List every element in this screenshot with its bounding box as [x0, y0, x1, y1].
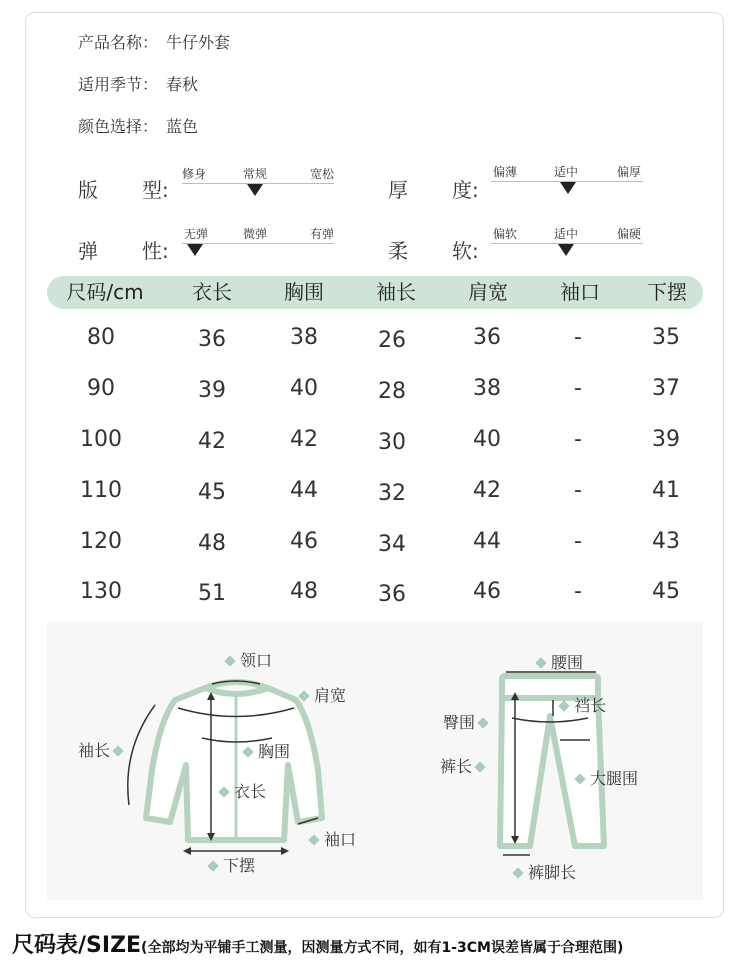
label-text: 下摆 [223, 856, 256, 875]
label-text: 大腿围 [590, 769, 639, 788]
table-cell: 42 [290, 427, 318, 452]
scale-option: 偏软 [492, 227, 518, 241]
info-value: 蓝色 [166, 117, 199, 136]
scale-option: 微弹 [242, 227, 268, 241]
table-cell: 39 [652, 427, 680, 452]
table-cell: 40 [473, 427, 501, 452]
label-leg-opening [510, 860, 576, 883]
scale-option: 偏厚 [616, 165, 642, 179]
column-header: 胸围 [284, 280, 324, 304]
diamond-icon [558, 700, 569, 711]
column-header: 袖长 [376, 280, 416, 304]
label-text: 肩宽 [314, 686, 347, 705]
table-cell: 32 [378, 481, 406, 506]
table-cell: 90 [87, 376, 115, 401]
label-thigh [572, 766, 638, 789]
table-cell: - [574, 427, 582, 452]
diamond-icon [218, 786, 229, 797]
table-cell: 37 [652, 376, 680, 401]
table-cell: 45 [652, 579, 680, 604]
diamond-icon [112, 745, 123, 756]
label-rise [556, 693, 606, 716]
table-cell: 45 [198, 480, 226, 505]
table-cell: - [574, 376, 582, 401]
table-cell: - [574, 579, 582, 604]
label-waist [533, 650, 583, 673]
table-cell: 35 [652, 325, 680, 350]
scale-option: 适中 [553, 227, 579, 241]
label-chest [240, 739, 290, 762]
table-cell: 38 [290, 325, 318, 350]
label-shoulder [296, 683, 346, 706]
elasticity-label-b: 性: [142, 239, 169, 263]
table-cell: 40 [290, 376, 318, 401]
table-cell: 30 [378, 430, 406, 455]
table-cell: 41 [652, 478, 680, 503]
table-cell: 36 [198, 327, 226, 352]
label-text: 臀围 [443, 713, 476, 732]
table-cell: 44 [473, 529, 501, 554]
table-cell: 46 [473, 579, 501, 604]
info-key: 适用季节： [78, 75, 159, 94]
scale-option: 修身 [181, 167, 207, 181]
table-cell: 28 [378, 379, 406, 404]
table-cell: 120 [80, 529, 122, 554]
diamond-icon [298, 690, 309, 701]
label-length [216, 779, 266, 802]
scale-option: 有弹 [309, 227, 335, 241]
diamond-icon [512, 867, 523, 878]
fit-label-a: 版 [78, 178, 98, 202]
table-cell: 46 [290, 529, 318, 554]
table-cell: 51 [198, 581, 226, 606]
scale-option: 宽松 [309, 167, 335, 181]
column-header: 下摆 [647, 280, 687, 304]
label-text: 衣长 [234, 782, 267, 801]
label-text: 胸围 [258, 742, 291, 761]
label-hem [205, 853, 255, 876]
table-cell: 48 [198, 531, 226, 556]
table-cell: 48 [290, 579, 318, 604]
diamond-icon [308, 834, 319, 845]
table-cell: 43 [652, 529, 680, 554]
table-cell: - [574, 325, 582, 350]
table-cell: 39 [198, 378, 226, 403]
label-collar [222, 648, 272, 671]
scale-option: 适中 [553, 165, 579, 179]
table-cell: 34 [378, 532, 406, 557]
label-text: 腰围 [551, 653, 584, 672]
table-cell: 42 [473, 478, 501, 503]
softness-label-a: 柔 [388, 239, 408, 263]
diamond-icon [242, 746, 253, 757]
scale-option: 偏硬 [616, 227, 642, 241]
table-cell: 110 [80, 478, 122, 503]
diamond-icon [574, 773, 585, 784]
diamond-icon [477, 717, 488, 728]
thickness-label-b: 度: [452, 178, 479, 202]
table-cell: 80 [87, 325, 115, 350]
label-hip [443, 710, 493, 733]
fit-label-b: 型: [142, 178, 169, 202]
table-cell: 100 [80, 427, 122, 452]
table-cell: 36 [378, 582, 406, 607]
info-key: 颜色选择： [78, 117, 159, 136]
info-value: 春秋 [166, 75, 199, 94]
diamond-icon [535, 657, 546, 668]
label-text: 裆长 [574, 696, 607, 715]
label-pants-length [440, 754, 490, 777]
label-sleeve [78, 738, 128, 761]
thickness-label-a: 厚 [388, 178, 408, 202]
table-cell: - [574, 478, 582, 503]
label-text: 裤长 [440, 757, 473, 776]
footer-title: 尺码表/SIZE [12, 933, 142, 958]
footer-caption [12, 928, 623, 959]
label-text: 袖口 [324, 830, 357, 849]
scale-option: 无弹 [183, 227, 209, 241]
label-text: 领口 [240, 651, 273, 670]
elasticity-label-a: 弹 [78, 239, 98, 263]
softness-label-b: 软: [452, 239, 479, 263]
diamond-icon [207, 860, 218, 871]
column-header: 衣长 [192, 280, 232, 304]
label-text: 裤脚长 [528, 863, 577, 882]
column-header: 袖口 [560, 280, 600, 304]
table-cell: 36 [473, 325, 501, 350]
footer-note: (全部均为平铺手工测量，因测量方式不同，如有1-3CM误差皆属于合理范围) [141, 940, 624, 956]
scale-option: 常规 [242, 167, 268, 181]
info-key: 产品名称： [78, 33, 159, 52]
table-cell: 44 [290, 478, 318, 503]
table-cell: 26 [378, 328, 406, 353]
table-cell: 38 [473, 376, 501, 401]
diamond-icon [474, 761, 485, 772]
table-cell: - [574, 529, 582, 554]
label-cuff [306, 827, 356, 850]
column-header: 肩宽 [468, 280, 508, 304]
label-text: 袖长 [78, 741, 111, 760]
info-value: 牛仔外套 [166, 33, 231, 52]
diamond-icon [224, 655, 235, 666]
table-cell: 130 [80, 579, 122, 604]
column-header: 尺码/cm [66, 280, 144, 304]
table-cell: 42 [198, 429, 226, 454]
scale-option: 偏薄 [492, 165, 518, 179]
